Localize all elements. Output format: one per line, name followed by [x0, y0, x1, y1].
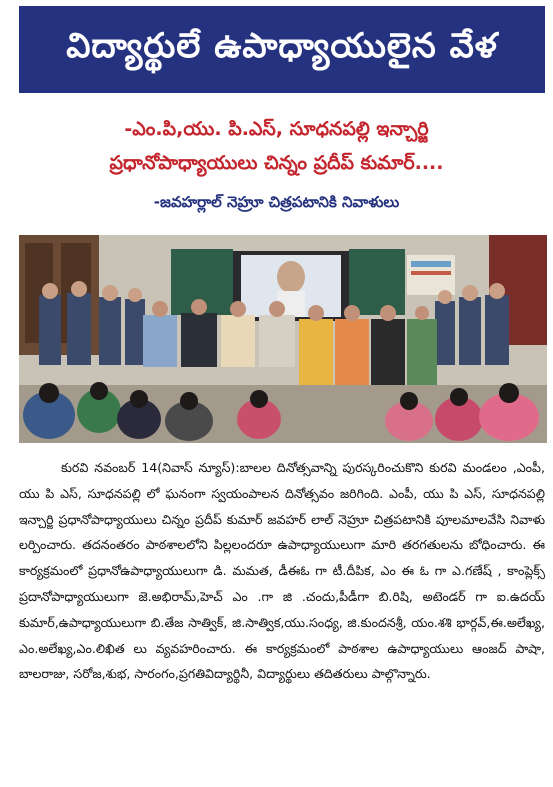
headline-banner: [19, 6, 545, 93]
article-body-paragraph: కురవి నవంబర్ 14(నివాస్ న్యూస్):బాలల దినోత్సవాన్ని పురస్కరించుకొని కురవి మండలం ,ఎంపీ, యు పి ఎస్, సూధనపల్లి లో ఘనంగా స్వయంపాలన దినోత్సవం జరిగింది. ఎంపీ, యు పి ఎస్, సూధనపల్లి ఇన్చార్జి ప్రధానోపాధ్యాయులు చిన్నం ప్రదీప్ కుమార్ జవహర్ లాల్ నెహ్రూ చిత్రపటానికి పూలమాలవేసి నివాళు లర్పించారు. తదనంతరం పాఠశాలలోని పిల్లలందరూ ఉపాధ్యాయులుగా మారి తరగతులను బోధించారు. ఈ కార్యక్రమంలో ప్రధానోఉపాధ్యాయులుగా డి. మమత, డీఈఓ గా టీ.దీపిక, ఎం ఈ ఓ గా ఎ.గణేష్ , కాంప్లెక్స్ ప్రదానోపాధ్యాయులుగా జె.అభిరామ్,హెచ్ ఎం .గా జి .చందు,పీడీగా బి.రిషి, అటెండర్ గా ఐ.ఉదయ్ కుమార్,ఉపాధ్యాయులుగా బి.తేజ సాత్విక్, జి.సాత్విక,యు.సంధ్య, జి.కుందనశ్రీ, యం.శశి భార్గవ్,ఈ.అలేఖ్య, ఎం.అలేఖ్య,ఎం.లిఖిత లు వ్యవహరించారు. ఈ కార్యక్రమంలో పాఠశాల ఉపాధ్యాయులు ఆంజద్ పాషా, బాలరాజు, సరోజ,శుభ, సారంగం,ప్రగతివిద్యార్థినీ, విద్యార్థులు తదితరులు పాల్గొన్నారు.: [19, 460, 545, 682]
subheadline-line-1: -ఎం.పి,యు. పి.ఎస్, సూధనపల్లి ఇన్చార్జి: [124, 118, 429, 140]
article-body: [19, 455, 545, 687]
group-photo: [19, 235, 547, 443]
headline: విద్యార్థులే ఉపాధ్యాయులైన వేళ: [66, 25, 498, 66]
tribute-line: -జవహర్లాల్ నెహ్రూ చిత్రపటానికి నివాళులు: [153, 193, 400, 211]
subheadline-line-2: ప్రధానోపాధ్యాయులు చిన్నం ప్రదీప్ కుమార్....: [109, 152, 444, 174]
